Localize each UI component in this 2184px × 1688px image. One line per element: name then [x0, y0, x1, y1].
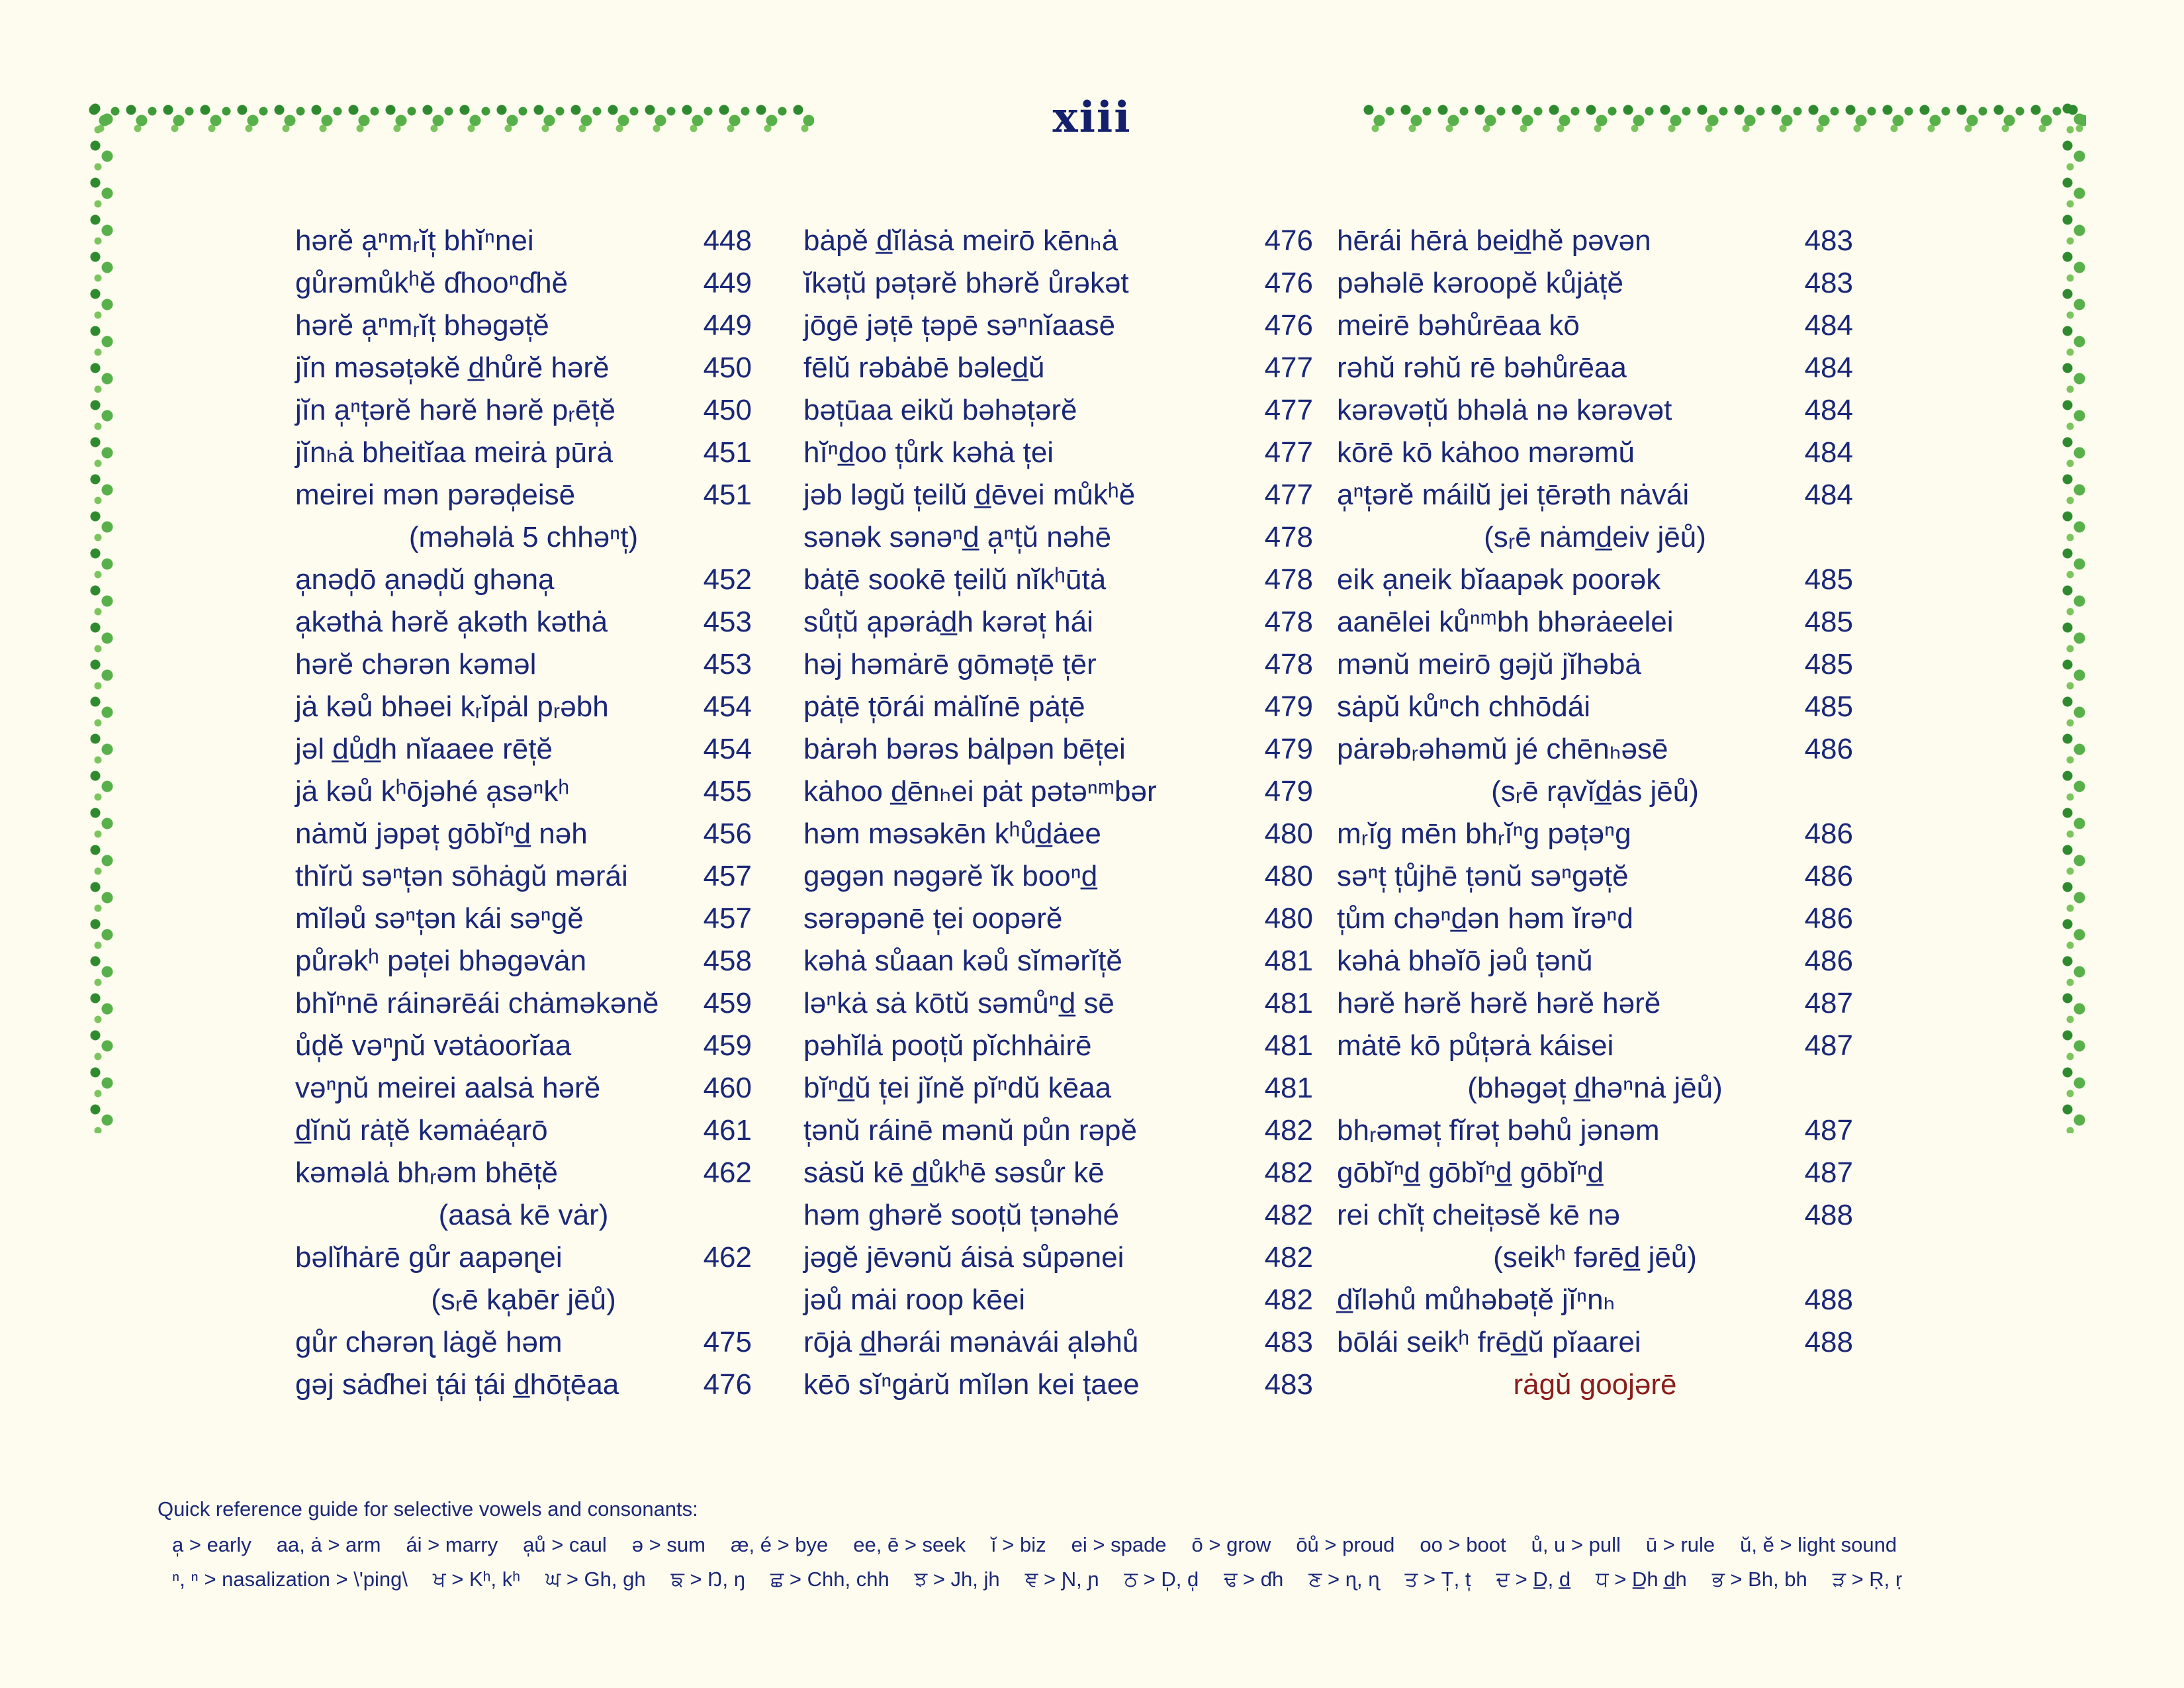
- entry-title: bȧpĕ d̲ĭlȧsȧ meirō kēnₕȧ: [803, 224, 1118, 257]
- entry-page-number: 479: [1264, 775, 1313, 808]
- entry-title: həj həmȧrē gōmət̩ē t̩ēr: [803, 648, 1097, 680]
- consonant-guide-item: ਖ > Kʰ, kʰ: [432, 1568, 521, 1591]
- entry-title: həm məsəkēn kʰůd̲ȧee: [803, 818, 1101, 850]
- section-header: [295, 1279, 752, 1321]
- entry-title: bȧt̩ē sookē t̩eilŭ nĭkʰūtȧ: [803, 563, 1107, 596]
- entry-title: vəⁿɲŭ meirei aalsȧ hərĕ: [295, 1072, 601, 1104]
- entry-page-number: 478: [1264, 606, 1313, 638]
- index-entry: [803, 855, 1313, 898]
- entry-title: meirei mən pərəd̩eisē: [295, 479, 576, 511]
- entry-title: gōbĭⁿd̲ gōbĭⁿd̲ gōbĭⁿd̲: [1337, 1156, 1604, 1189]
- entry-page-number: 486: [1804, 902, 1853, 935]
- entry-page-number: 485: [1804, 563, 1853, 596]
- index-entry: [295, 982, 752, 1025]
- entry-page-number: 485: [1804, 648, 1853, 680]
- entry-title: mᵣĭg mēn bhᵣĭⁿg pət̩əⁿg: [1337, 818, 1631, 850]
- index-entry: [1337, 1152, 1853, 1194]
- entry-page-number: 482: [1264, 1156, 1313, 1189]
- entry-page-number: 484: [1804, 394, 1853, 426]
- vowel-guide-item: oo > boot: [1420, 1533, 1506, 1556]
- index-entry: [803, 1279, 1313, 1321]
- consonant-guide-item: ਤ > T̩, t̩: [1404, 1568, 1471, 1591]
- consonant-guide-item: ⁿ, ⁿ > nasalization > \'ping\: [172, 1568, 408, 1591]
- index-entry: [295, 1321, 752, 1364]
- entry-page-number: 462: [703, 1241, 752, 1274]
- consonant-guide-item: ਢ > ɗh: [1224, 1568, 1284, 1591]
- entry-page-number: 477: [1264, 394, 1313, 426]
- vowel-guide-item: ei > spade: [1071, 1533, 1167, 1556]
- entry-title: rəhŭ rəhŭ rē bəhůrēaa: [1337, 352, 1627, 384]
- vowel-guide-item: æ, é > bye: [730, 1533, 829, 1556]
- index-entry: [803, 1237, 1313, 1279]
- entry-page-number: 453: [703, 648, 752, 680]
- index-entry: [803, 1364, 1313, 1406]
- index-entry: [1337, 643, 1853, 686]
- entry-title: thĭrŭ səⁿt̩ən sōhȧgŭ mərái: [295, 860, 628, 892]
- index-entry: [1337, 389, 1853, 432]
- entry-title: rei chĭt̩ cheit̩əsĕ kē nə: [1337, 1199, 1621, 1231]
- entry-title: hərĕ chərən kəməl: [295, 648, 537, 680]
- index-entry: [803, 389, 1313, 432]
- entry-page-number: 475: [703, 1326, 752, 1358]
- entry-title: eik a̩neik bĭaapək poorək: [1337, 563, 1661, 596]
- index-column-2: [803, 220, 1313, 1406]
- reference-vowels: [172, 1533, 2077, 1557]
- entry-title: d̲ĭləhů můhəbət̩ĕ jĭⁿnₕ: [1337, 1284, 1615, 1316]
- index-entry: [1337, 474, 1853, 516]
- entry-page-number: 479: [1264, 733, 1313, 765]
- entry-title: pȧt̩ē t̩ōrái mȧlĭnē pȧt̩ē: [803, 690, 1085, 723]
- entry-page-number: 454: [703, 733, 752, 765]
- entry-title: jĭnₕȧ bheitĭaa meirȧ pūrȧ: [295, 436, 614, 469]
- index-entry: [803, 728, 1313, 771]
- entry-page-number: 480: [1264, 860, 1313, 892]
- entry-page-number: 482: [1264, 1284, 1313, 1316]
- index-entry: [803, 1025, 1313, 1067]
- entry-title: bĭⁿd̲ŭ t̩ei jĭnĕ pĭⁿdŭ kēaa: [803, 1072, 1112, 1104]
- index-entry: [295, 389, 752, 432]
- index-entry: [295, 347, 752, 389]
- consonant-guide-item: ਠ > D̩, d̩: [1124, 1568, 1199, 1591]
- index-column-3: [1337, 220, 1853, 1406]
- entry-title: a̩kəthȧ hərĕ a̩kəth kəthȧ: [295, 606, 608, 638]
- entry-page-number: 450: [703, 352, 752, 384]
- section-header: [295, 516, 752, 559]
- vowel-guide-item: ū > rule: [1645, 1533, 1715, 1556]
- index-entry: [803, 686, 1313, 728]
- index-entry: [1337, 686, 1853, 728]
- section-title: (sᵣē ra̩vĭd̲ȧs jēů): [1491, 775, 1699, 808]
- entry-title: kəhȧ bhəĭō jəů t̩ənŭ: [1337, 945, 1593, 977]
- entry-page-number: 459: [703, 987, 752, 1019]
- entry-page-number: 488: [1804, 1199, 1853, 1231]
- entry-title: rōjȧ d̲hərái mənȧvái a̩ləhů: [803, 1326, 1139, 1358]
- vowel-guide-item: ō > grow: [1191, 1533, 1271, 1556]
- entry-page-number: 477: [1264, 436, 1313, 469]
- entry-page-number: 487: [1804, 1156, 1853, 1189]
- entry-title: ĭkət̩ŭ pət̩ərĕ bhərĕ ůrəkət: [803, 267, 1129, 299]
- entry-page-number: 449: [703, 267, 752, 299]
- entry-title: səⁿt̩ t̩ůjhē t̩ənŭ səⁿgət̩ĕ: [1337, 860, 1629, 892]
- section-title: (məhəlȧ 5 chhəⁿt̩): [408, 521, 639, 553]
- entry-title: t̩ənŭ ráinē mənŭ půn rəpĕ: [803, 1114, 1137, 1147]
- entry-page-number: 451: [703, 479, 752, 511]
- entry-page-number: 459: [703, 1029, 752, 1062]
- index-entry: [295, 813, 752, 855]
- consonant-guide-item: ਝ > Jh, jh: [914, 1568, 1000, 1591]
- section-header: [1337, 771, 1853, 813]
- entry-page-number: 476: [1264, 309, 1313, 342]
- index-entry: [295, 559, 752, 601]
- index-entry: [1337, 855, 1853, 898]
- index-entry: [295, 1152, 752, 1194]
- section-title: (aasȧ kē vȧr): [438, 1199, 609, 1231]
- index-entry: [295, 898, 752, 940]
- entry-page-number: 478: [1264, 563, 1313, 596]
- index-entry: [803, 347, 1313, 389]
- index-entry: [295, 1364, 752, 1406]
- entry-page-number: 479: [1264, 690, 1313, 723]
- entry-title: sȧpŭ kůⁿch chhōdái: [1337, 690, 1590, 723]
- entry-title: jəb ləgŭ t̩eilŭ d̲ēvei můkʰĕ: [803, 479, 1136, 511]
- index-entry: [1337, 940, 1853, 982]
- entry-title: jəl d̲ůd̲h nĭaaee rēt̩ĕ: [295, 733, 553, 765]
- entry-page-number: 484: [1804, 352, 1853, 384]
- entry-title: aanēlei kůⁿᵐbh bhərȧeelei: [1337, 606, 1674, 638]
- index-entry: [295, 686, 752, 728]
- entry-title: jəgĕ jēvənŭ áisȧ sůpənei: [803, 1241, 1124, 1274]
- index-entry: [803, 1321, 1313, 1364]
- entry-title: gəgən nəgərĕ ĭk booⁿd̲: [803, 860, 1098, 892]
- index-entry: [1337, 1321, 1853, 1364]
- index-entry: [1337, 898, 1853, 940]
- index-entry: [1337, 305, 1853, 347]
- entry-page-number: 486: [1804, 733, 1853, 765]
- index-entry: [295, 771, 752, 813]
- vowel-guide-item: aa, ȧ > arm: [276, 1533, 381, 1556]
- entry-page-number: 488: [1804, 1326, 1853, 1358]
- index-entry: [803, 1109, 1313, 1152]
- entry-page-number: 449: [703, 309, 752, 342]
- index-entry: [803, 940, 1313, 982]
- section-title: (bhəgət̩ d̲həⁿnȧ jēů): [1467, 1072, 1723, 1104]
- consonant-guide-item: ਛ > Chh, chh: [770, 1568, 889, 1591]
- entry-title: hərĕ hərĕ hərĕ hərĕ hərĕ: [1337, 987, 1661, 1019]
- entry-title: hĭⁿd̲oo t̩ůrk kəhȧ t̩ei: [803, 436, 1054, 469]
- section-header: [1337, 1067, 1853, 1109]
- entry-title: jȧ kəů kʰōjəhé a̩səⁿkʰ: [295, 775, 570, 808]
- index-entry: [1337, 728, 1853, 771]
- entry-page-number: 487: [1804, 1029, 1853, 1062]
- vowel-guide-item: ái > marry: [406, 1533, 498, 1556]
- entry-title: kərəvət̩ŭ bhəlȧ nə kərəvət: [1337, 394, 1672, 426]
- index-entry: [1337, 262, 1853, 305]
- entry-page-number: 480: [1264, 902, 1313, 935]
- index-entry: [803, 643, 1313, 686]
- consonant-guide-item: ੜ > Ṛ, ṛ: [1832, 1568, 1903, 1591]
- entry-title: jəů mȧi roop kēei: [803, 1284, 1026, 1316]
- entry-page-number: 478: [1264, 521, 1313, 553]
- section-header: [1337, 516, 1853, 559]
- entry-page-number: 483: [1264, 1326, 1313, 1358]
- index-entry: [295, 220, 752, 262]
- entry-title: pȧrəbᵣəhəmŭ jé chēnₕəsē: [1337, 733, 1668, 765]
- entry-page-number: 456: [703, 818, 752, 850]
- entry-page-number: 457: [703, 860, 752, 892]
- entry-page-number: 484: [1804, 479, 1853, 511]
- entry-page-number: 487: [1804, 987, 1853, 1019]
- entry-title: jĭn məsət̩əkĕ d̲hůrĕ hərĕ: [295, 352, 610, 384]
- entry-page-number: 462: [703, 1156, 752, 1189]
- entry-title: mȧtē kō půt̩ərȧ káisei: [1337, 1029, 1614, 1062]
- vine-border-left: [86, 101, 119, 1133]
- consonant-guide-item: ਧ > D̲h d̲h: [1596, 1568, 1687, 1591]
- entry-title: bət̩ūaa eikŭ bəhət̩ərĕ: [803, 394, 1077, 426]
- entry-title: hərĕ a̩ⁿmᵣĭt̩ bhəgət̩ĕ: [295, 309, 549, 342]
- entry-title: jȧ kəů bhəei kᵣĭpȧl pᵣəbh: [295, 690, 609, 723]
- entry-title: sərəpənē t̩ei oopərĕ: [803, 902, 1063, 935]
- vowel-guide-item: ōů > proud: [1296, 1533, 1395, 1556]
- entry-title: mənŭ meirō gəjŭ jĭhəbȧ: [1337, 648, 1641, 680]
- consonant-guide-item: ਙ > Ŋ, ŋ: [670, 1568, 745, 1591]
- entry-title: bōlái seikʰ frēd̲ŭ pĭaarei: [1337, 1326, 1641, 1358]
- entry-title: d̲ĭnŭ rȧt̩ĕ kəmȧéa̩rō: [295, 1114, 548, 1147]
- index-entry: [1337, 432, 1853, 474]
- consonant-guide-item: ਦ > D̲, d̲: [1496, 1568, 1571, 1591]
- entry-page-number: 485: [1804, 690, 1853, 723]
- index-entry: [803, 1194, 1313, 1237]
- entry-title: bȧrəh bərəs bȧlpən bēt̩ei: [803, 733, 1126, 765]
- vowel-guide-item: ŭ, ĕ > light sound: [1740, 1533, 1897, 1556]
- index-entry: [803, 559, 1313, 601]
- index-entry: [1337, 1194, 1853, 1237]
- entry-page-number: 477: [1264, 479, 1313, 511]
- entry-title: bhᵣəmət̩ fĭrət̩ bəhů jənəm: [1337, 1114, 1660, 1147]
- entry-title: kōrē kō kȧhoo mərəmŭ: [1337, 436, 1635, 469]
- entry-page-number: 483: [1804, 267, 1853, 299]
- index-entry: [295, 1067, 752, 1109]
- entry-title: fēlŭ rəbȧbē bəled̲ŭ: [803, 352, 1045, 384]
- vine-border-right: [2058, 101, 2091, 1133]
- entry-page-number: 453: [703, 606, 752, 638]
- index-entry: [295, 728, 752, 771]
- entry-title: mĭləů səⁿt̩ən kái səⁿgĕ: [295, 902, 584, 935]
- index-entry: [295, 1237, 752, 1279]
- vowel-guide-item: a̩ů > caul: [523, 1533, 607, 1556]
- consonant-guide-item: ਣ > ɳ, ɳ: [1308, 1568, 1380, 1591]
- entry-title: sůt̩ŭ a̩pərȧd̲h kərət̩ hái: [803, 606, 1093, 638]
- entry-title: hərĕ a̩ⁿmᵣĭt̩ bhĭⁿnei: [295, 224, 534, 257]
- index-entry: [803, 432, 1313, 474]
- entry-title: a̩nəd̩ō a̩nəd̩ŭ ghəna̩: [295, 563, 555, 596]
- entry-page-number: 485: [1804, 606, 1853, 638]
- index-entry: [1337, 1109, 1853, 1152]
- entry-title: sȧsŭ kē d̲ůkʰē səsůr kē: [803, 1156, 1105, 1189]
- index-entry: [295, 940, 752, 982]
- page-number: xiii: [1052, 93, 1132, 142]
- consonant-guide-item: ਭ > Bh, bh: [1711, 1568, 1807, 1591]
- entry-page-number: 448: [703, 224, 752, 257]
- index-entry: [803, 982, 1313, 1025]
- entry-title: həm ghərĕ soot̩ŭ t̩ənəhé: [803, 1199, 1120, 1231]
- entry-page-number: 458: [703, 945, 752, 977]
- consonant-guide-item: ਘ > Gh, gh: [545, 1568, 646, 1591]
- entry-page-number: 454: [703, 690, 752, 723]
- entry-title: gůr chərəɳ lȧgĕ həm: [295, 1326, 563, 1358]
- entry-title: bhĭⁿnē ráinərēái chȧməkənĕ: [295, 987, 659, 1019]
- index-entry: [1337, 220, 1853, 262]
- index-entry: [803, 474, 1313, 516]
- index-entry: [1337, 813, 1853, 855]
- entry-page-number: 461: [703, 1114, 752, 1147]
- entry-page-number: 482: [1264, 1114, 1313, 1147]
- index-entry: [803, 601, 1313, 643]
- entry-page-number: 488: [1804, 1284, 1853, 1316]
- section-title: (seikʰ fərēd̲ jēů): [1493, 1241, 1697, 1274]
- index-entry: [295, 432, 752, 474]
- entry-title: půrəkʰ pət̩ei bhəgəvȧn: [295, 945, 587, 977]
- entry-page-number: 478: [1264, 648, 1313, 680]
- entry-page-number: 460: [703, 1072, 752, 1104]
- entry-title: gůrəmůkʰĕ ɗhooⁿɗhĕ: [295, 267, 569, 299]
- index-entry: [295, 643, 752, 686]
- reference-title: Quick reference guide for selective vowels and consonants:: [158, 1497, 698, 1521]
- vowel-guide-item: a̩ > early: [172, 1533, 251, 1556]
- vowel-guide-item: ĭ > biz: [991, 1533, 1046, 1556]
- raag-heading: [1337, 1364, 1853, 1406]
- consonant-guide-item: ਞ > Ɲ, ɲ: [1024, 1568, 1099, 1591]
- quick-reference-guide: [158, 1497, 2077, 1603]
- vowel-guide-item: ů, u > pull: [1531, 1533, 1621, 1556]
- entry-page-number: 455: [703, 775, 752, 808]
- entry-page-number: 457: [703, 902, 752, 935]
- index-entry: [803, 898, 1313, 940]
- entry-page-number: 483: [1804, 224, 1853, 257]
- index-column-1: [295, 220, 752, 1406]
- entry-page-number: 481: [1264, 1072, 1313, 1104]
- entry-title: pəhəlē kəroopĕ kůjȧt̩ĕ: [1337, 267, 1623, 299]
- entry-page-number: 451: [703, 436, 752, 469]
- entry-title: ůd̩ĕ vəⁿɲŭ vətȧoorĭaa: [295, 1029, 572, 1062]
- entry-title: gəj sȧɗhei t̩ái t̩ái d̲hōt̩ēaa: [295, 1368, 619, 1401]
- entry-page-number: 481: [1264, 987, 1313, 1019]
- index-entry: [1337, 601, 1853, 643]
- entry-page-number: 476: [1264, 267, 1313, 299]
- entry-page-number: 481: [1264, 1029, 1313, 1062]
- section-title: (sᵣē ka̩bēr jēů): [431, 1284, 616, 1316]
- entry-page-number: 480: [1264, 818, 1313, 850]
- entry-title: sənək sənəⁿd̲ a̩ⁿt̩ŭ nəhē: [803, 521, 1112, 553]
- index-entry: [1337, 1025, 1853, 1067]
- entry-title: kəməlȧ bhᵣəm bhēt̩ĕ: [295, 1156, 559, 1189]
- index-entry: [295, 474, 752, 516]
- index-entry: [803, 516, 1313, 559]
- index-entry: [1337, 1279, 1853, 1321]
- entry-page-number: 484: [1804, 436, 1853, 469]
- index-entry: [1337, 347, 1853, 389]
- index-entry: [803, 813, 1313, 855]
- entry-title: kēō sĭⁿgȧrŭ mĭlən kei t̩aee: [803, 1368, 1140, 1401]
- index-entry: [295, 855, 752, 898]
- entry-page-number: 450: [703, 394, 752, 426]
- section-header: [295, 1194, 752, 1237]
- entry-page-number: 486: [1804, 818, 1853, 850]
- entry-page-number: 486: [1804, 945, 1853, 977]
- index-entry: [803, 305, 1313, 347]
- index-entry: [1337, 982, 1853, 1025]
- entry-title: pəhĭlȧ poot̩ŭ pĭchhȧirē: [803, 1029, 1092, 1062]
- index-entry: [803, 1067, 1313, 1109]
- entry-title: hērái hērȧ beid̲hĕ pəvən: [1337, 224, 1651, 257]
- entry-page-number: 483: [1264, 1368, 1313, 1401]
- entry-title: t̩ům chəⁿd̲ən həm ĭrəⁿd: [1337, 902, 1633, 935]
- entry-page-number: 484: [1804, 309, 1853, 342]
- index-entry: [803, 262, 1313, 305]
- entry-page-number: 477: [1264, 352, 1313, 384]
- entry-title: jōgē jət̩ē t̩əpē səⁿnĭaasē: [803, 309, 1116, 342]
- entry-title: nȧmŭ jəpət̩ gōbĭⁿd̲ nəh: [295, 818, 588, 850]
- index-entry: [295, 262, 752, 305]
- entry-page-number: 452: [703, 563, 752, 596]
- index-entry: [803, 1152, 1313, 1194]
- entry-title: kȧhoo d̲ēnₕei pȧt pətəⁿᵐbər: [803, 775, 1157, 808]
- index-entry: [295, 601, 752, 643]
- entry-title: kəhȧ sůaan kəů sĭmərĭt̩ĕ: [803, 945, 1122, 977]
- entry-title: a̩ⁿt̩ərĕ máilŭ jei t̩ērəth nȧvái: [1337, 479, 1690, 511]
- entry-page-number: 482: [1264, 1241, 1313, 1274]
- index-entry: [803, 220, 1313, 262]
- entry-page-number: 486: [1804, 860, 1853, 892]
- entry-page-number: 476: [1264, 224, 1313, 257]
- section-title: rȧgŭ goojərē: [1513, 1368, 1677, 1401]
- index-entry: [295, 1109, 752, 1152]
- entry-page-number: 487: [1804, 1114, 1853, 1147]
- index-entry: [1337, 559, 1853, 601]
- index-entry: [295, 1025, 752, 1067]
- entry-page-number: 476: [703, 1368, 752, 1401]
- section-header: [1337, 1237, 1853, 1279]
- entry-title: meirē bəhůrēaa kō: [1337, 309, 1580, 342]
- index-entry: [295, 305, 752, 347]
- entry-page-number: 482: [1264, 1199, 1313, 1231]
- entry-title: bəlĭhȧrē gůr aapəɳei: [295, 1241, 563, 1274]
- entry-page-number: 481: [1264, 945, 1313, 977]
- index-entry: [803, 771, 1313, 813]
- entry-title: ləⁿkȧ sȧ kōtŭ səmůⁿd̲ sē: [803, 987, 1115, 1019]
- entry-title: jĭn a̩ⁿt̩ərĕ hərĕ hərĕ pᵣēt̩ĕ: [295, 394, 616, 426]
- section-title: (sᵣē nȧmd̲eiv jēů): [1484, 521, 1706, 553]
- reference-consonants: [172, 1568, 2077, 1592]
- vowel-guide-item: ə > sum: [631, 1533, 705, 1556]
- vowel-guide-item: ee, ē > seek: [853, 1533, 966, 1556]
